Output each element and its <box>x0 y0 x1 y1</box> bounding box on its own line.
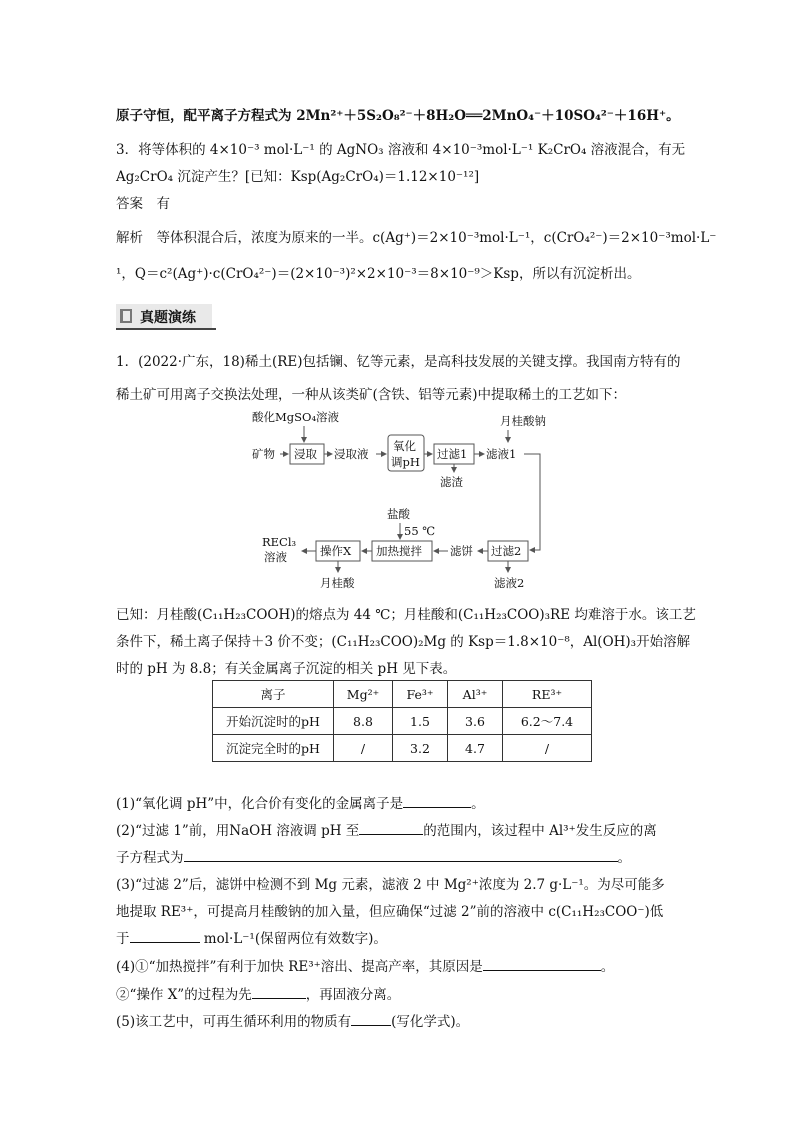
known-line-1: 已知：月桂酸(C₁₁H₂₃COOH)的熔点为 44 ℃；月桂酸和(C₁₁H₂₃COO)₃RE 均难溶于水。该工艺 <box>116 607 696 623</box>
problem1-line-2: 稀土矿可用离子交换法处理，一种从该类矿(含铁、铝等元素)中提取稀土的工艺如下： <box>116 387 627 403</box>
flow-hcl: 盐酸 <box>387 507 410 521</box>
q4-text-2: ②“操作 X”的过程为先 <box>116 987 252 1003</box>
question-2a <box>116 819 657 839</box>
table-header-row <box>213 681 592 708</box>
table-header: RE³⁺ <box>503 681 592 708</box>
flow-leach: 浸取 <box>294 447 317 461</box>
table-cell: 6.2～7.4 <box>503 708 592 735</box>
table-cell: / <box>334 735 393 762</box>
q3-analysis-1: 解析 等体积混合后，浓度为原来的一半。c(Ag⁺)＝2×10⁻³mol·L⁻¹，c(CrO₄²⁻)＝2×10⁻³mol·L⁻ <box>116 230 717 246</box>
table-cell: / <box>503 735 592 762</box>
table-cell: 3.6 <box>448 708 503 735</box>
q2-text-3: 子方程式为 <box>116 850 184 866</box>
flow-heat: 加热搅拌 <box>376 544 422 558</box>
q3-analysis-2: ¹，Q＝c²(Ag⁺)·c(CrO₄²⁻)＝(2×10⁻³)²×2×10⁻³＝8×10⁻⁹＞Ksp，所以有沉淀析出。 <box>116 266 641 282</box>
table-row <box>213 708 592 735</box>
table-header: Al³⁺ <box>448 681 503 708</box>
table-cell: 开始沉淀时的pH <box>213 708 334 735</box>
table-row <box>213 735 592 762</box>
question-4a <box>116 955 614 975</box>
flow-leachate: 浸取液 <box>334 447 369 461</box>
table-cell: 沉淀完全时的pH <box>213 735 334 762</box>
q1-end: 。 <box>471 796 485 812</box>
flow-filter2: 过滤2 <box>491 544 522 558</box>
table-cell: 4.7 <box>448 735 503 762</box>
flow-laurate-na: 月桂酸钠 <box>500 414 546 428</box>
answer-blank[interactable] <box>403 795 471 808</box>
flow-filtrate1: 滤液1 <box>486 447 517 461</box>
q2-text: (2)“过滤 1”前，用NaOH 溶液调 pH 至 <box>116 823 360 839</box>
flow-temp: 55 ℃ <box>404 524 436 538</box>
q4-end: 。 <box>600 959 615 975</box>
flow-acid-label: 酸化MgSO₄溶液 <box>252 410 340 424</box>
problem1-line-1: 1．(2022·广东，18)稀土(RE)包括镧、钇等元素，是高科技发展的关键支撑。我国南方特有的 <box>116 354 681 370</box>
q3-answer: 答案 有 <box>116 196 170 212</box>
table-cell: 1.5 <box>393 708 448 735</box>
section-title: 真题演练 <box>140 310 196 326</box>
answer-blank[interactable] <box>252 986 306 999</box>
known-line-3: 时的 pH 为 8.8；有关金属离子沉淀的相关 pH 见下表。 <box>116 661 457 677</box>
flow-filter1: 过滤1 <box>437 447 468 461</box>
q4-text: (4)①“加热搅拌”有利于加快 RE³⁺溶出、提高产率，其原因是 <box>116 959 483 975</box>
answer-blank[interactable] <box>184 849 618 862</box>
intro-line: 原子守恒，配平离子方程式为 2Mn²⁺＋5S₂O₈²⁻＋8H₂O══2MnO₄⁻＋10SO₄²⁻＋16H⁺。 <box>116 108 680 124</box>
question-1 <box>116 792 485 812</box>
answer-blank[interactable] <box>359 822 423 835</box>
flow-residue: 滤渣 <box>440 475 463 489</box>
question-4b <box>116 983 400 1003</box>
q3-line-2: Ag₂CrO₄ 沉淀产生？[已知：Ksp(Ag₂CrO₄)＝1.12×10⁻¹²] <box>116 169 480 185</box>
question-5 <box>116 1010 469 1030</box>
flow-ore: 矿物 <box>252 447 275 461</box>
table-cell: 8.8 <box>334 708 393 735</box>
ph-table <box>212 680 592 762</box>
flow-filtrate2: 滤液2 <box>494 576 525 590</box>
q2-end: 。 <box>617 850 631 866</box>
answer-blank[interactable] <box>130 930 200 943</box>
table-header: Fe³⁺ <box>393 681 448 708</box>
answer-blank[interactable] <box>483 958 601 971</box>
q2-text-2: 的范围内，该过程中 Al³⁺发生反应的离 <box>423 823 657 839</box>
table-header: 离子 <box>213 681 334 708</box>
flow-oxid-1: 氧化 <box>393 439 416 453</box>
flow-recl3-b: 溶液 <box>264 550 287 564</box>
q5-text: (5)该工艺中，可再生循环利用的物质有 <box>116 1014 352 1030</box>
answer-blank[interactable] <box>351 1013 391 1026</box>
question-2b <box>116 846 631 866</box>
flow-oxid-2: 调pH <box>391 455 420 469</box>
table-header: Mg²⁺ <box>334 681 393 708</box>
q3-end: mol·L⁻¹(保留两位有效数字)。 <box>203 931 387 947</box>
q5-end: (写化学式)。 <box>391 1014 470 1030</box>
question-3c <box>116 927 387 947</box>
q3-line-1: 3．将等体积的 4×10⁻³ mol·L⁻¹ 的 AgNO₃ 溶液和 4×10⁻³mol·L⁻¹ K₂CrO₄ 溶液混合，有无 <box>116 142 686 158</box>
flow-recl3-a: RECl₃ <box>262 535 297 549</box>
question-3a: (3)“过滤 2”后，滤饼中检测不到 Mg 元素，滤液 2 中 Mg²⁺浓度为 2.7 g·L⁻¹。为尽可能多 <box>116 877 665 893</box>
flow-cake: 滤饼 <box>450 544 473 558</box>
q3-text: 于 <box>116 931 130 947</box>
table-cell: 3.2 <box>393 735 448 762</box>
q1-text: (1)“氧化调 pH”中，化合价有变化的金属离子是 <box>116 796 404 812</box>
flow-opx: 操作X <box>320 544 352 558</box>
flow-lauric: 月桂酸 <box>320 576 355 590</box>
question-3b: 地提取 RE³⁺，可提高月桂酸钠的加入量，但应确保“过滤 2”前的溶液中 c(C₁₁H₂₃COO⁻)低 <box>116 904 664 920</box>
q4-end-2: ，再固液分离。 <box>305 987 401 1003</box>
known-line-2: 条件下，稀土离子保持＋3 价不变；(C₁₁H₂₃COO)₂Mg 的 Ksp＝1.8×10⁻⁸，Al(OH)₃开始溶解 <box>116 634 691 650</box>
